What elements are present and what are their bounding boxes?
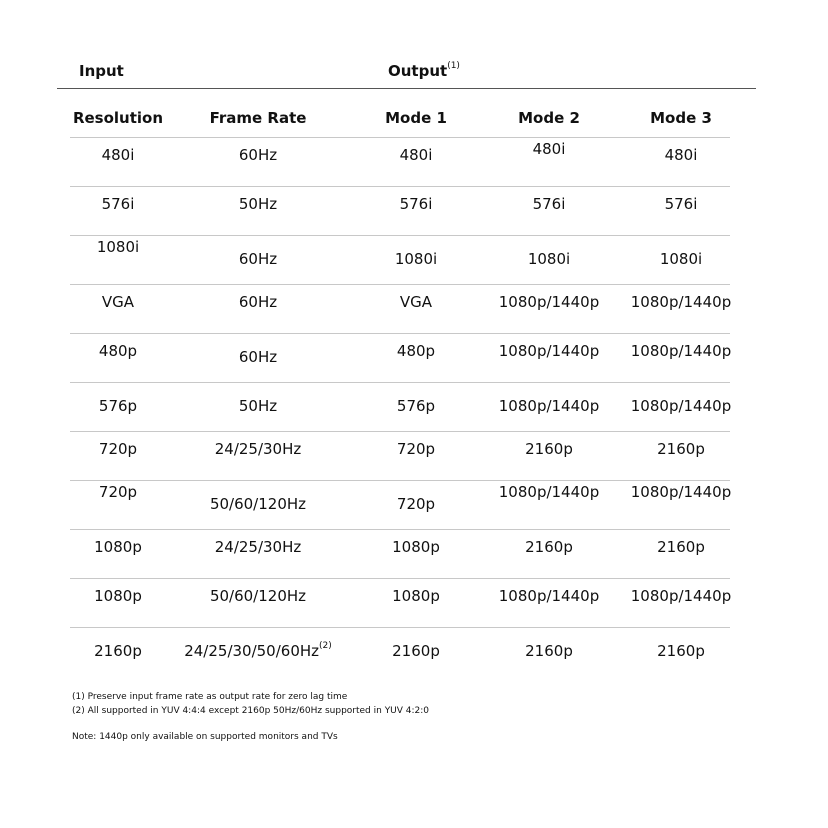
frame-rate-cell	[168, 348, 348, 366]
row-divider	[70, 235, 730, 236]
mode-3-cell	[591, 293, 771, 311]
mode-3-header: Mode 3	[650, 109, 712, 127]
mode-3-cell	[591, 146, 771, 164]
mode-3-cell	[591, 250, 771, 268]
resolution-cell-text: 576i	[101, 195, 135, 213]
frame-rate-cell-text: 60Hz	[238, 146, 278, 164]
mode-2-cell-text: 1080p/1440p	[498, 483, 600, 501]
frame-rate-cell-text: 60Hz	[238, 348, 278, 366]
mode-3-cell-text: 1080p/1440p	[630, 587, 732, 605]
resolution-cell-text: 1080p	[94, 587, 142, 605]
frame-rate-cell	[168, 495, 348, 513]
mode-3-cell	[591, 642, 771, 660]
mode-3-cell	[591, 538, 771, 556]
row-divider	[70, 627, 730, 628]
mode-1-cell-text: 576i	[399, 195, 433, 213]
footnote-1: (1) Preserve input frame rate as output rate for zero lag time	[72, 692, 348, 702]
mode-3-cell	[591, 483, 771, 501]
mode-1-cell-text: 1080i	[394, 250, 438, 268]
output-header	[388, 62, 460, 80]
row-divider	[70, 480, 730, 481]
mode-3-cell-text: 1080p/1440p	[630, 483, 732, 501]
mode-3-cell	[591, 397, 771, 415]
frame-rate-cell-text: 50/60/120Hz	[209, 587, 307, 605]
resolution-cell-text: 480i	[101, 146, 135, 164]
frame-rate-cell	[168, 195, 348, 213]
mode-2-cell-text: 1080i	[527, 250, 571, 268]
mode-3-cell-text: 480i	[664, 146, 698, 164]
mode-1-cell-text: 576p	[396, 397, 436, 415]
footnote-2: (2) All supported in YUV 4:4:4 except 2160p 50Hz/60Hz supported in YUV 4:2:0	[72, 706, 430, 716]
resolution-cell-text: 2160p	[94, 642, 142, 660]
frame-rate-cell	[168, 440, 348, 458]
mode-3-cell	[591, 587, 771, 605]
resolution-cell-text: 720p	[98, 483, 138, 501]
row-divider	[70, 431, 730, 432]
output-header-label: Output	[388, 62, 448, 80]
frame-rate-cell	[168, 397, 348, 415]
mode-2-cell-text: 2160p	[525, 642, 573, 660]
frame-rate-cell	[168, 642, 348, 660]
mode-2-header: Mode 2	[518, 109, 580, 127]
mode-2-cell-text: 1080p/1440p	[498, 397, 600, 415]
mode-1-cell-text: 720p	[396, 495, 436, 513]
resolution-cell-text: 1080i	[96, 238, 140, 256]
mode-1-cell-text: 720p	[396, 440, 436, 458]
resolution-cell-text: 480p	[98, 342, 138, 360]
frame-rate-cell-text: 24/25/30/50/60Hz	[184, 642, 320, 660]
mode-2-cell-text: 1080p/1440p	[498, 342, 600, 360]
row-divider	[70, 529, 730, 530]
frame-rate-cell-text: 60Hz	[238, 293, 278, 311]
row-divider	[70, 578, 730, 579]
frame-rate-cell	[168, 293, 348, 311]
frame-rate-cell-text: 50Hz	[238, 195, 278, 213]
mode-1-cell-text: VGA	[399, 293, 433, 311]
frame-rate-cell-text: 60Hz	[238, 250, 278, 268]
mode-3-cell-text: 2160p	[657, 642, 705, 660]
resolution-cell-text: 720p	[98, 440, 138, 458]
mode-3-cell-text: 1080i	[659, 250, 703, 268]
row-divider	[70, 186, 730, 187]
frame-rate-cell	[168, 587, 348, 605]
mode-3-cell-text: 2160p	[657, 538, 705, 556]
mode-3-cell-text: 1080p/1440p	[630, 293, 732, 311]
row-divider	[70, 333, 730, 334]
mode-3-cell	[591, 195, 771, 213]
frame-rate-cell	[168, 538, 348, 556]
mode-2-cell-text: 2160p	[525, 538, 573, 556]
mode-2-cell-text: 2160p	[525, 440, 573, 458]
frame-rate-cell	[168, 146, 348, 164]
mode-1-cell-text: 480p	[396, 342, 436, 360]
frame-rate-header: Frame Rate	[209, 109, 307, 127]
mode-2-cell-text: 480i	[532, 140, 566, 158]
availability-note: Note: 1440p only available on supported monitors and TVs	[72, 732, 338, 742]
row-divider	[70, 382, 730, 383]
mode-3-cell-text: 1080p/1440p	[630, 342, 732, 360]
mode-1-cell-text: 1080p	[392, 587, 440, 605]
frame-rate-cell-text: 50Hz	[238, 397, 278, 415]
resolution-cell-text: 576p	[98, 397, 138, 415]
mode-1-cell-text: 1080p	[392, 538, 440, 556]
resolution-cell-text: VGA	[101, 293, 135, 311]
row-divider	[70, 284, 730, 285]
row-divider	[70, 137, 730, 138]
frame-rate-cell-text: 24/25/30Hz	[214, 440, 302, 458]
output-footnote-marker: (1)	[447, 61, 460, 71]
mode-3-cell-text: 2160p	[657, 440, 705, 458]
mode-1-cell-text: 480i	[399, 146, 433, 164]
mode-1-cell-text: 2160p	[392, 642, 440, 660]
resolution-header: Resolution	[72, 109, 164, 127]
frame-rate-cell-text: 50/60/120Hz	[209, 495, 307, 513]
input-header	[79, 62, 124, 80]
mode-1-header: Mode 1	[385, 109, 447, 127]
header-divider	[57, 88, 756, 89]
resolution-cell-text: 1080p	[94, 538, 142, 556]
frame-rate-cell	[168, 250, 348, 268]
mode-3-cell	[591, 440, 771, 458]
mode-2-cell-text: 1080p/1440p	[498, 293, 600, 311]
mode-3-cell-text: 576i	[664, 195, 698, 213]
mode-3-cell-text: 1080p/1440p	[630, 397, 732, 415]
input-header-label: Input	[79, 62, 124, 80]
frame-rate-cell-text: 24/25/30Hz	[214, 538, 302, 556]
mode-3-cell	[591, 342, 771, 360]
mode-2-cell-text: 1080p/1440p	[498, 587, 600, 605]
mode-2-cell-text: 576i	[532, 195, 566, 213]
frame-rate-footnote-marker: (2)	[319, 641, 332, 651]
